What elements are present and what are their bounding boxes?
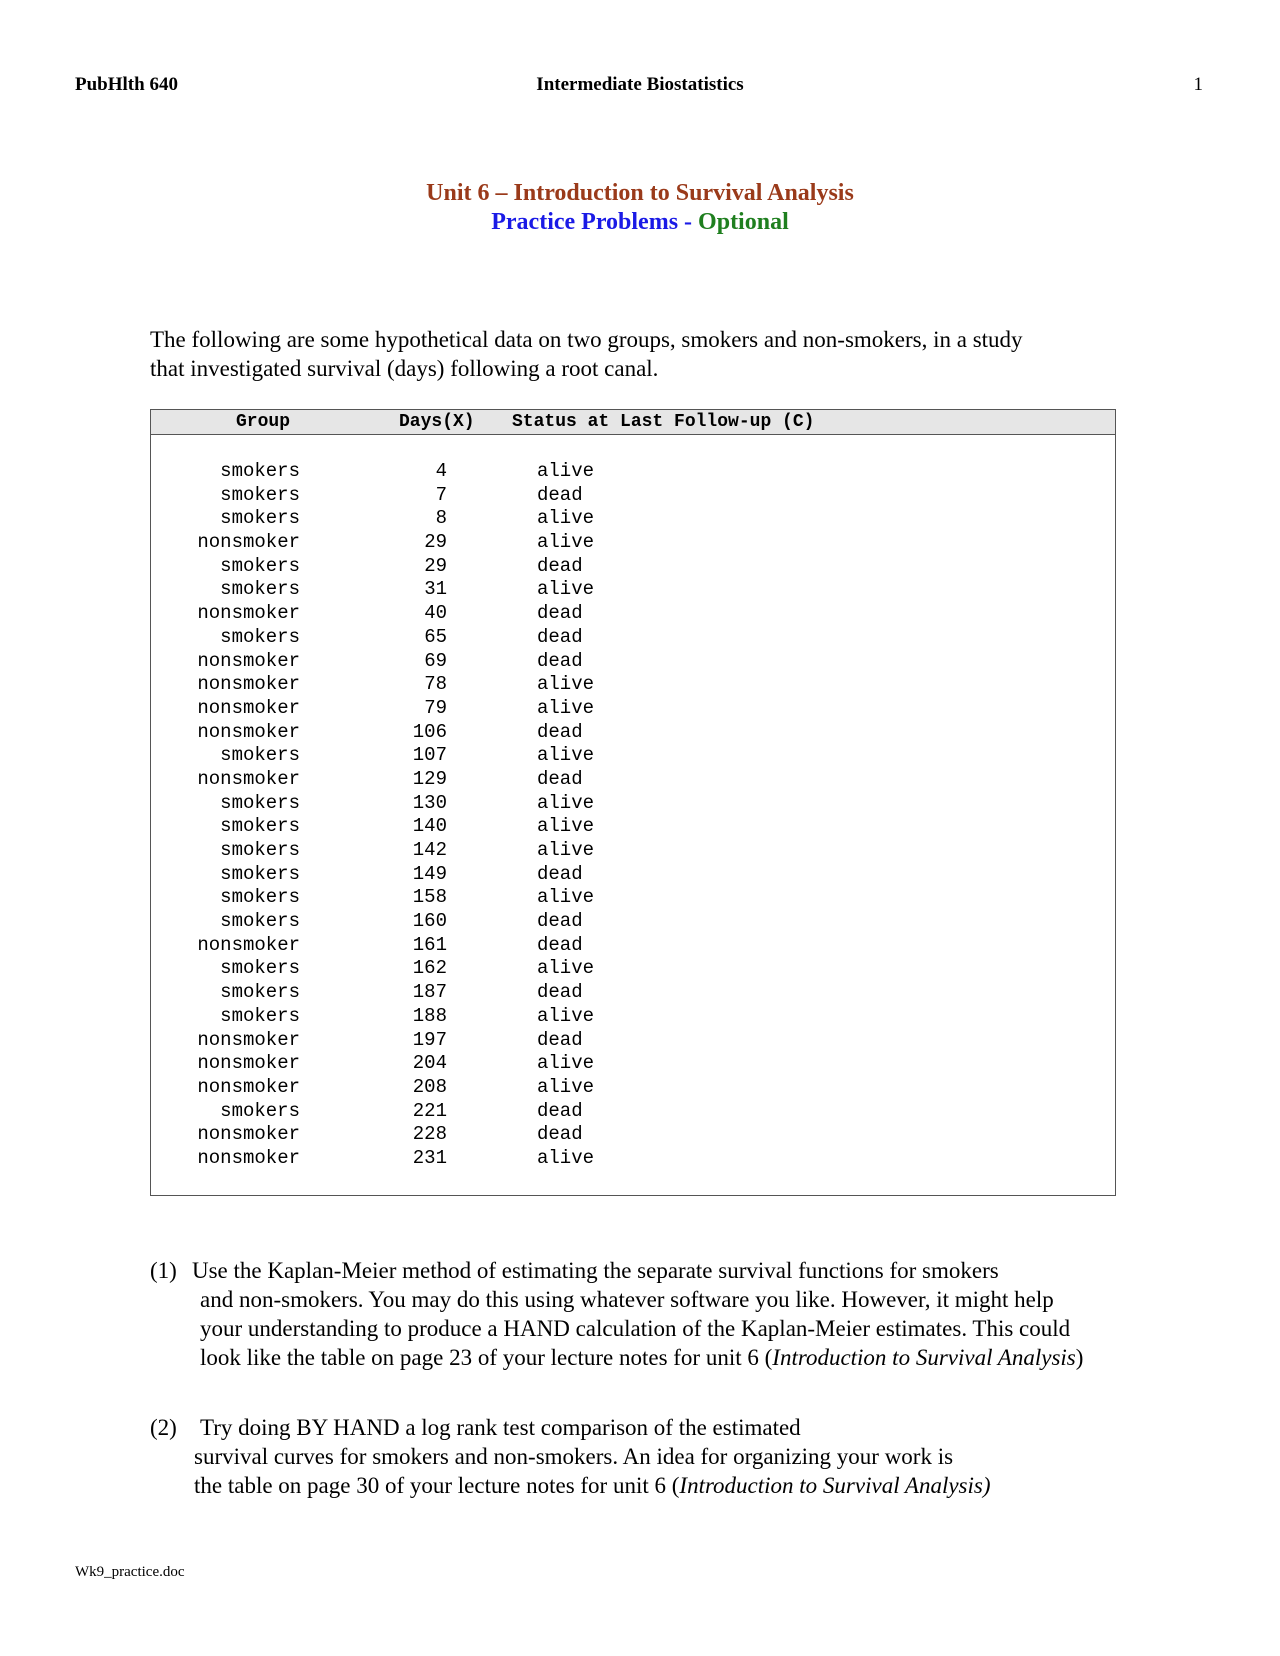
intro-paragraph bbox=[150, 325, 1150, 383]
cell-group: nonsmoker bbox=[197, 1075, 300, 1098]
cell-days: 40 bbox=[424, 602, 447, 625]
cell-status: alive bbox=[537, 578, 595, 601]
cell-days: 158 bbox=[412, 886, 447, 909]
cell-status: alive bbox=[537, 696, 595, 719]
table-row bbox=[151, 1100, 1115, 1124]
cell-status: alive bbox=[537, 673, 595, 696]
cell-days: 140 bbox=[412, 815, 447, 838]
cell-group: nonsmoker bbox=[197, 531, 300, 554]
header-group: Group bbox=[236, 412, 291, 432]
cell-group: nonsmoker bbox=[197, 696, 300, 719]
cell-days: 129 bbox=[412, 767, 447, 790]
cell-group: smokers bbox=[220, 483, 300, 506]
cell-status: alive bbox=[537, 1052, 595, 1075]
cell-days: 8 bbox=[435, 507, 447, 530]
subtitle-optional: Optional bbox=[698, 209, 789, 235]
table-row bbox=[151, 886, 1115, 910]
cell-days: 228 bbox=[412, 1123, 447, 1146]
cell-group: nonsmoker bbox=[197, 673, 300, 696]
cell-days: 79 bbox=[424, 696, 447, 719]
unit-title: Unit 6 – Introduction to Survival Analysis bbox=[426, 180, 854, 206]
cell-status: alive bbox=[537, 1004, 595, 1027]
cell-status: alive bbox=[537, 1075, 595, 1098]
cell-group: nonsmoker bbox=[197, 1123, 300, 1146]
cell-days: 107 bbox=[412, 744, 447, 767]
header-days: Days(X) bbox=[399, 412, 475, 432]
cell-status: alive bbox=[537, 1146, 595, 1169]
question-text: ) bbox=[1075, 1345, 1084, 1370]
subtitle-separator: - bbox=[678, 209, 699, 235]
cell-group: nonsmoker bbox=[197, 767, 300, 790]
table-row bbox=[151, 957, 1115, 981]
cell-days: 29 bbox=[424, 531, 447, 554]
cell-days: 69 bbox=[424, 649, 447, 672]
cell-group: nonsmoker bbox=[197, 1146, 300, 1169]
table-row bbox=[151, 863, 1115, 887]
subtitle-practice: Practice Problems bbox=[491, 209, 679, 235]
header-status: Status at Last Follow-up (C) bbox=[512, 412, 815, 432]
question-line: Use the Kaplan-Meier method of estimating the separate survival functions for smokers bbox=[192, 1258, 999, 1283]
cell-group: smokers bbox=[220, 1099, 300, 1122]
cell-days: 221 bbox=[412, 1099, 447, 1122]
question-number: (1) bbox=[150, 1258, 177, 1283]
cell-status: dead bbox=[537, 910, 583, 933]
question-line bbox=[150, 1343, 1170, 1372]
cell-status: alive bbox=[537, 886, 595, 909]
table-row bbox=[151, 507, 1115, 531]
question-text: look like the table on page 23 of your lecture notes for unit 6 ( bbox=[200, 1345, 773, 1370]
table-row bbox=[151, 484, 1115, 508]
cell-group: smokers bbox=[220, 981, 300, 1004]
question-1 bbox=[150, 1256, 1170, 1372]
question-text: the table on page 30 of your lecture notes for unit 6 ( bbox=[194, 1473, 680, 1498]
table-row bbox=[151, 1076, 1115, 1100]
cell-days: 78 bbox=[424, 673, 447, 696]
cell-group: smokers bbox=[220, 815, 300, 838]
footer-filename: Wk9_practice.doc bbox=[75, 1564, 185, 1580]
table-row bbox=[151, 792, 1115, 816]
cell-group: smokers bbox=[220, 791, 300, 814]
cell-days: 31 bbox=[424, 578, 447, 601]
table-row bbox=[151, 1052, 1115, 1076]
table-row bbox=[151, 460, 1115, 484]
cell-status: alive bbox=[537, 531, 595, 554]
notes-title: Introduction to Survival Analysis) bbox=[679, 1473, 991, 1498]
page-number: 1 bbox=[1193, 74, 1203, 95]
cell-group: smokers bbox=[220, 886, 300, 909]
cell-status: dead bbox=[537, 602, 583, 625]
cell-status: alive bbox=[537, 839, 595, 861]
table-row bbox=[151, 934, 1115, 958]
cell-days: 29 bbox=[424, 554, 447, 577]
cell-status: alive bbox=[537, 957, 595, 980]
cell-days: 162 bbox=[412, 957, 447, 980]
table-header bbox=[151, 410, 1115, 435]
cell-group: smokers bbox=[220, 554, 300, 577]
cell-group: nonsmoker bbox=[197, 933, 300, 956]
cell-days: 160 bbox=[412, 910, 447, 933]
cell-status: dead bbox=[537, 625, 583, 648]
table-row bbox=[151, 626, 1115, 650]
cell-days: 231 bbox=[412, 1146, 447, 1169]
table-row bbox=[151, 839, 1115, 863]
course-title: Intermediate Biostatistics bbox=[536, 74, 744, 95]
question-number: (2) bbox=[150, 1415, 177, 1440]
cell-status: alive bbox=[537, 791, 595, 814]
cell-status: dead bbox=[537, 981, 583, 1004]
cell-status: alive bbox=[537, 507, 595, 530]
table-row bbox=[151, 1005, 1115, 1029]
subtitle bbox=[0, 209, 1280, 236]
table-row bbox=[151, 981, 1115, 1005]
question-line: and non-smokers. You may do this using whatever software you like. However, it might help bbox=[200, 1287, 1054, 1312]
table-row bbox=[151, 555, 1115, 579]
table-row bbox=[151, 578, 1115, 602]
table-row bbox=[151, 1029, 1115, 1053]
table-row bbox=[151, 602, 1115, 626]
data-table bbox=[150, 409, 1116, 1196]
cell-days: 161 bbox=[412, 933, 447, 956]
table-row bbox=[151, 1123, 1115, 1147]
table-row bbox=[151, 744, 1115, 768]
course-code: PubHlth 640 bbox=[75, 74, 178, 95]
cell-status: dead bbox=[537, 554, 583, 577]
cell-days: 4 bbox=[435, 460, 447, 482]
cell-group: smokers bbox=[220, 507, 300, 530]
table-row bbox=[151, 1147, 1115, 1171]
cell-status: alive bbox=[537, 815, 595, 838]
table-row bbox=[151, 673, 1115, 697]
cell-group: smokers bbox=[220, 957, 300, 980]
question-line: your understanding to produce a HAND calculation of the Kaplan-Meier estimates. This could bbox=[200, 1316, 1071, 1341]
table-row bbox=[151, 815, 1115, 839]
cell-days: 106 bbox=[412, 720, 447, 743]
cell-group: nonsmoker bbox=[197, 1052, 300, 1075]
cell-status: dead bbox=[537, 1099, 583, 1122]
cell-days: 197 bbox=[412, 1028, 447, 1051]
cell-days: 7 bbox=[435, 483, 447, 506]
cell-status: dead bbox=[537, 649, 583, 672]
table-row bbox=[151, 650, 1115, 674]
cell-group: nonsmoker bbox=[197, 602, 300, 625]
cell-status: dead bbox=[537, 483, 583, 506]
cell-days: 130 bbox=[412, 791, 447, 814]
cell-days: 188 bbox=[412, 1004, 447, 1027]
table-row bbox=[151, 697, 1115, 721]
cell-group: smokers bbox=[220, 1004, 300, 1027]
cell-group: smokers bbox=[220, 910, 300, 933]
question-line: Try doing BY HAND a log rank test comparison of the estimated bbox=[200, 1415, 801, 1440]
question-line: survival curves for smokers and non-smokers. An idea for organizing your work is bbox=[194, 1444, 954, 1469]
table-body bbox=[151, 460, 1115, 1171]
notes-title: Introduction to Survival Analysis bbox=[772, 1345, 1076, 1370]
cell-status: alive bbox=[537, 460, 595, 482]
cell-status: dead bbox=[537, 720, 583, 743]
cell-days: 208 bbox=[412, 1075, 447, 1098]
question-2 bbox=[150, 1413, 1170, 1500]
cell-group: smokers bbox=[220, 862, 300, 885]
cell-group: smokers bbox=[220, 839, 300, 861]
cell-group: smokers bbox=[220, 578, 300, 601]
cell-status: dead bbox=[537, 767, 583, 790]
table-row bbox=[151, 768, 1115, 792]
cell-status: dead bbox=[537, 862, 583, 885]
table-row bbox=[151, 910, 1115, 934]
cell-days: 187 bbox=[412, 981, 447, 1004]
intro-line: that investigated survival (days) following a root canal. bbox=[150, 356, 659, 381]
cell-group: smokers bbox=[220, 625, 300, 648]
cell-group: nonsmoker bbox=[197, 649, 300, 672]
table-row bbox=[151, 531, 1115, 555]
cell-status: dead bbox=[537, 1028, 583, 1051]
question-line bbox=[150, 1471, 1170, 1500]
cell-group: smokers bbox=[220, 744, 300, 767]
cell-group: nonsmoker bbox=[197, 1028, 300, 1051]
cell-group: nonsmoker bbox=[197, 720, 300, 743]
cell-days: 204 bbox=[412, 1052, 447, 1075]
table-row bbox=[151, 721, 1115, 745]
cell-days: 149 bbox=[412, 862, 447, 885]
cell-days: 65 bbox=[424, 625, 447, 648]
intro-line: The following are some hypothetical data on two groups, smokers and non-smokers, in a study bbox=[150, 327, 1023, 352]
cell-status: alive bbox=[537, 744, 595, 767]
cell-days: 142 bbox=[412, 839, 447, 861]
cell-group: smokers bbox=[220, 460, 300, 482]
cell-status: dead bbox=[537, 1123, 583, 1146]
cell-status: dead bbox=[537, 933, 583, 956]
